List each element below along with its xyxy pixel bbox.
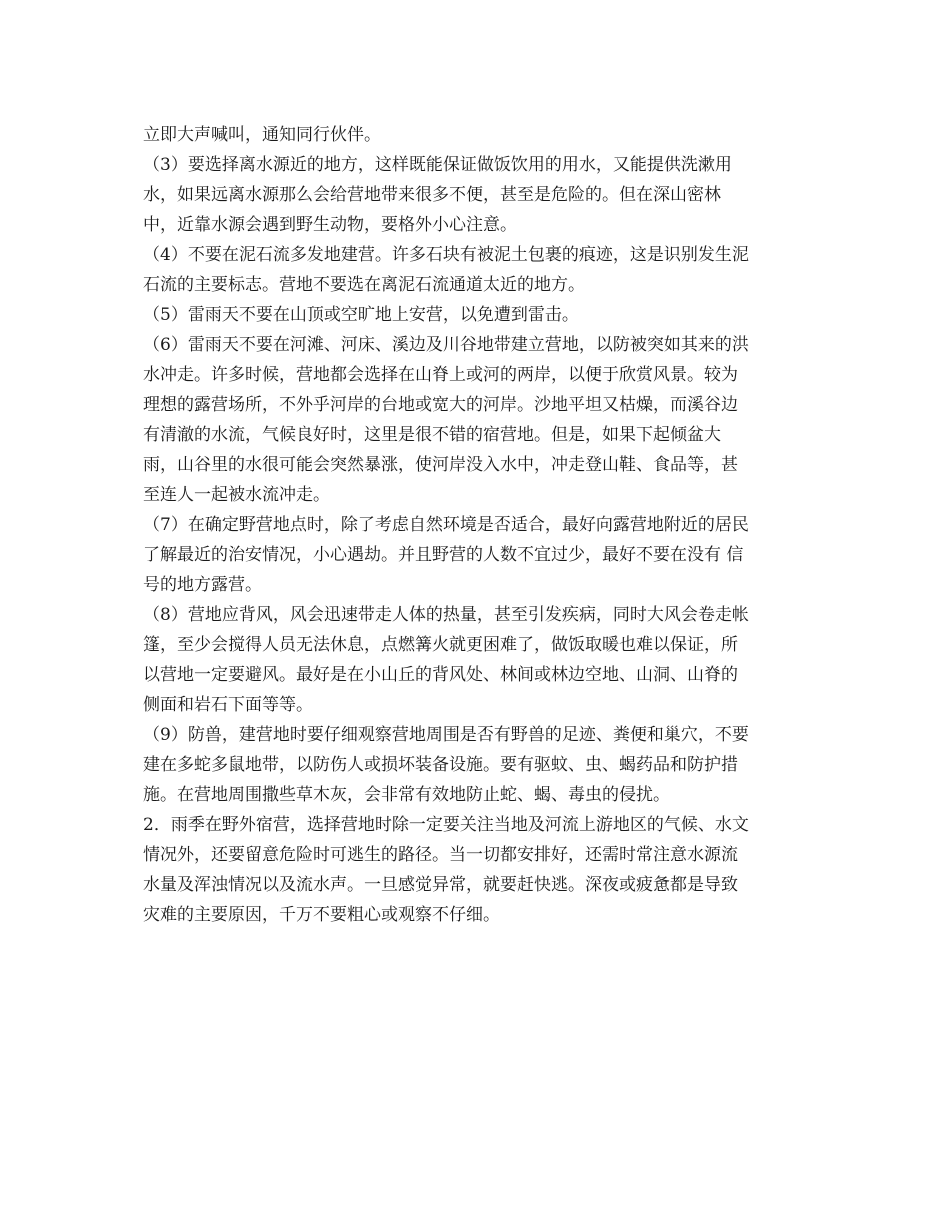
text-line: 侧面和岩石下面等等。 <box>143 695 313 715</box>
text-line: （8）营地应背风，风会迅速带走人体的热量，甚至引发疾病，同时大风会卷走帐 <box>143 605 749 625</box>
text-line: 了解最近的治安情况，小心遇劫。并且野营的人数不宜过少，最好不要在没有 信 <box>143 545 744 565</box>
text-line: （7）在确定野营地点时，除了考虑自然环境是否适合，最好向露营地附近的居民 <box>143 515 749 535</box>
text-line: （4）不要在泥石流多发地建营。许多石块有被泥土包裹的痕迹，这是识别发生泥 <box>143 245 749 265</box>
text-line: 立即大声喊叫，通知同行伙伴。 <box>143 125 381 145</box>
text-line: 中，近靠水源会遇到野生动物，要格外小心注意。 <box>143 215 517 235</box>
text-line: 号的地方露营。 <box>143 575 262 595</box>
text-line: 雨，山谷里的水很可能会突然暴涨，使河岸没入水中，冲走登山鞋、食品等，甚 <box>143 455 738 475</box>
text-line: 石流的主要标志。营地不要选在离泥石流通道太近的地方。 <box>143 275 585 295</box>
text-line: （3）要选择离水源近的地方，这样既能保证做饭饮用的用水，又能提供洗漱用 <box>143 155 732 175</box>
text-line: 水冲走。许多时候，营地都会选择在山脊上或河的两岸，以便于欣赏风景。较为 <box>143 365 738 385</box>
text-line: 篷，至少会搅得人员无法休息，点燃篝火就更困难了，做饭取暖也难以保证，所 <box>143 635 738 655</box>
text-line: 水量及浑浊情况以及流水声。一旦感觉异常，就要赶快逃。深夜或疲惫都是导致 <box>143 875 738 895</box>
text-line: 理想的露营场所，不外乎河岸的台地或宽大的河岸。沙地平坦又枯燥，而溪谷边 <box>143 395 738 415</box>
text-line: （5）雷雨天不要在山顶或空旷地上安营，以免遭到雷击。 <box>143 305 579 325</box>
text-line: 建在多蛇多鼠地带，以防伤人或损坏装备设施。要有驱蚊、虫、蝎药品和防护措 <box>143 755 738 775</box>
text-line: 至连人一起被水流冲走。 <box>143 485 330 505</box>
text-line: 2．雨季在野外宿营，选择营地时除一定要关注当地及河流上游地区的气候、水文 <box>143 815 749 835</box>
text-line: 水，如果远离水源那么会给营地带来很多不便，甚至是危险的。但在深山密林 <box>143 185 721 205</box>
text-line: 施。在营地周围撒些草木灰，会非常有效地防止蛇、蝎、毒虫的侵扰。 <box>143 785 670 805</box>
document-body <box>143 120 813 930</box>
text-line: 情况外，还要留意危险时可逃生的路径。当一切都安排好，还需时常注意水源流 <box>143 845 738 865</box>
text-line: 有清澈的水流，气候良好时，这里是很不错的宿营地。但是，如果下起倾盆大 <box>143 425 721 445</box>
text-line: （9）防兽，建营地时要仔细观察营地周围是否有野兽的足迹、粪便和巢穴，不要 <box>143 725 749 745</box>
text-line: 灾难的主要原因，千万不要粗心或观察不仔细。 <box>143 905 500 925</box>
text-line: （6）雷雨天不要在河滩、河床、溪边及川谷地带建立营地，以防被突如其来的洪 <box>143 335 749 355</box>
text-line: 以营地一定要避风。最好是在小山丘的背风处、林间或林边空地、山洞、山脊的 <box>143 665 738 685</box>
